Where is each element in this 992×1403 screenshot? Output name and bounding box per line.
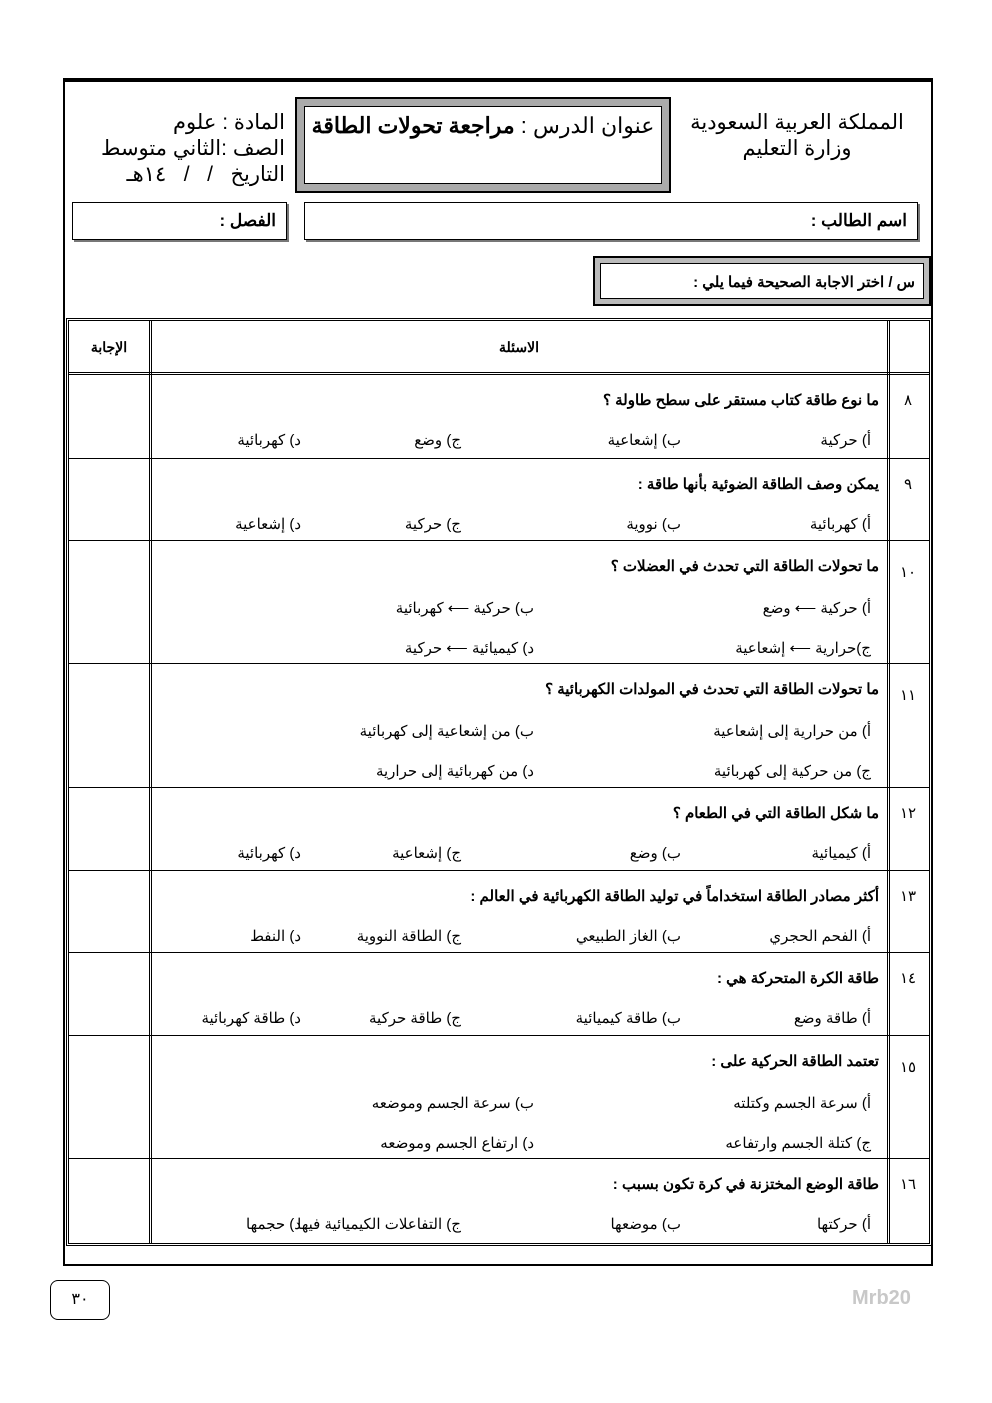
answer-cell[interactable]	[69, 541, 149, 663]
answer-option[interactable]: د) كيميائية ⟵ حركية	[404, 640, 534, 657]
lesson-title: مراجعة تحولات الطاقة	[311, 113, 515, 138]
answer-cell[interactable]	[69, 1159, 149, 1243]
answer-option[interactable]: أ) حركية ⟵ وضع	[762, 600, 871, 617]
answer-option[interactable]: أ) من حرارية إلى إشعاعية	[713, 723, 871, 740]
header-questions: الاسئلة	[499, 339, 539, 355]
answer-option[interactable]: أ) كهربائية	[809, 516, 871, 533]
question-text: ما شكل الطاقة التي في الطعام ؟	[672, 805, 879, 822]
watermark: Mrb20	[852, 1287, 911, 1309]
student-name-field[interactable]	[304, 202, 918, 240]
question-row	[69, 870, 929, 952]
subject-info	[70, 110, 285, 188]
answer-option[interactable]: د) حجمها	[246, 1216, 301, 1233]
answer-option[interactable]: ب) الغاز الطبيعي	[575, 928, 681, 945]
answer-option[interactable]: ب) نووية	[626, 516, 681, 533]
questions-table	[66, 318, 932, 1246]
instruction-text: س / اختر الاجابة الصحيحة فيما يلي :	[600, 263, 924, 299]
grade-label: الصف :الثاني متوسط	[101, 137, 285, 160]
class-field[interactable]	[72, 202, 287, 240]
answer-cell[interactable]	[69, 1036, 149, 1158]
question-number: ١٢	[899, 805, 917, 822]
answer-option[interactable]: ج) من حركية إلى كهربائية	[713, 763, 871, 780]
question-row	[69, 1158, 929, 1243]
answer-option[interactable]: د) كهربائية	[237, 432, 301, 449]
question-number: ١١	[899, 687, 917, 704]
answer-option[interactable]: أ) طاقة وضع	[793, 1010, 871, 1027]
question-text: تعتمد الطاقة الحركية على :	[711, 1053, 879, 1070]
question-text: ما نوع طاقة كتاب مستقر على سطح طاولة ؟	[602, 392, 879, 409]
answer-cell[interactable]	[69, 459, 149, 540]
answer-option[interactable]: د) النفط	[250, 928, 301, 945]
answer-option[interactable]: ج) التفاعلات الكيميائية فيها	[297, 1216, 461, 1233]
answer-option[interactable]: ج) إشعاعية	[392, 845, 461, 862]
question-row	[69, 458, 929, 540]
answer-option[interactable]: أ) الفحم الحجري	[769, 928, 871, 945]
page-number: ٣٠	[50, 1280, 110, 1320]
student-name-label: اسم الطالب :	[810, 211, 907, 230]
answer-option[interactable]: أ) حركتها	[816, 1216, 871, 1233]
answer-option[interactable]: د) كهربائية	[237, 845, 301, 862]
answer-cell[interactable]	[69, 871, 149, 952]
lesson-title-box	[295, 97, 671, 193]
answer-option[interactable]: ج) طاقة حركية	[369, 1010, 461, 1027]
answer-cell[interactable]	[69, 953, 149, 1035]
question-row	[69, 787, 929, 870]
answer-option[interactable]: ب) حركية ⟵ كهربائية	[395, 600, 534, 617]
question-number: ٩	[903, 476, 913, 493]
header-answer: الإجابة	[90, 339, 128, 355]
answer-option[interactable]: ب) طاقة كيميائية	[575, 1010, 681, 1027]
question-row	[69, 663, 929, 787]
answer-cell[interactable]	[69, 788, 149, 870]
subject-label: المادة : علوم	[173, 111, 285, 134]
question-row	[69, 1035, 929, 1158]
answer-option[interactable]: ج)حرارية ⟵ إشعاعية	[735, 640, 871, 657]
kingdom-label: المملكة العربية السعودية	[690, 111, 904, 134]
answer-option[interactable]: د) ارتفاع الجسم وموضعه	[380, 1135, 534, 1152]
answer-option[interactable]: ج) وضع	[414, 432, 461, 449]
answer-cell[interactable]	[69, 375, 149, 458]
question-text: أكثر مصادر الطاقة استخداماً في توليد الطاقة الكهربائية في العالم :	[470, 888, 879, 905]
answer-option[interactable]: ج) كتلة الجسم وارتفاعه	[725, 1135, 871, 1152]
answer-option[interactable]: ب) وضع	[629, 845, 681, 862]
answer-option[interactable]: أ) كيميائية	[811, 845, 871, 862]
question-number: ٨	[903, 392, 913, 409]
question-number: ١٥	[899, 1059, 917, 1076]
answer-option[interactable]: أ) سرعة الجسم وكتلته	[733, 1095, 871, 1112]
question-number: ١٤	[899, 970, 917, 987]
answer-cell[interactable]	[69, 664, 149, 787]
school-header	[672, 110, 922, 162]
question-number: ١٠	[899, 564, 917, 581]
question-row	[69, 540, 929, 663]
answer-option[interactable]: ب) إشعاعية	[607, 432, 681, 449]
question-text: طاقة الوضع المختزنة في كرة تكون بسبب :	[612, 1176, 879, 1193]
answer-option[interactable]: د) طاقة كهربائية	[201, 1010, 301, 1027]
question-row	[69, 952, 929, 1035]
question-text: طاقة الكرة المتحركة هي :	[716, 970, 879, 987]
answer-option[interactable]: د) إشعاعية	[235, 516, 301, 533]
question-number: ١٣	[899, 888, 917, 905]
question-row	[69, 372, 929, 458]
question-text: ما تحولات الطاقة التي تحدث في المولدات الكهربائية ؟	[545, 681, 879, 698]
question-number: ١٦	[899, 1176, 917, 1193]
ministry-label: وزارة التعليم	[742, 137, 852, 160]
answer-option[interactable]: ج) الطاقة النووية	[356, 928, 461, 945]
class-label: الفصل :	[219, 211, 276, 230]
answer-option[interactable]: د) من كهربائية إلى حرارية	[375, 763, 534, 780]
answer-option[interactable]: ب) من إشعاعية إلى كهربائية	[359, 723, 534, 740]
question-text: ما تحولات الطاقة التي تحدث في العضلات ؟	[610, 558, 879, 575]
answer-option[interactable]: ب) سرعة الجسم وموضعه	[371, 1095, 534, 1112]
answer-option[interactable]: أ) حركية	[820, 432, 871, 449]
date-label: التاريخ / / ١٤هـ	[126, 163, 285, 186]
answer-option[interactable]: ج) حركية	[404, 516, 461, 533]
question-text: يمكن وصف الطاقة الضوئية بأنها طاقة :	[637, 476, 879, 493]
answer-option[interactable]: ب) موضعها	[610, 1216, 681, 1233]
instruction-box	[593, 256, 931, 306]
lesson-label: عنوان الدرس :	[514, 113, 655, 138]
